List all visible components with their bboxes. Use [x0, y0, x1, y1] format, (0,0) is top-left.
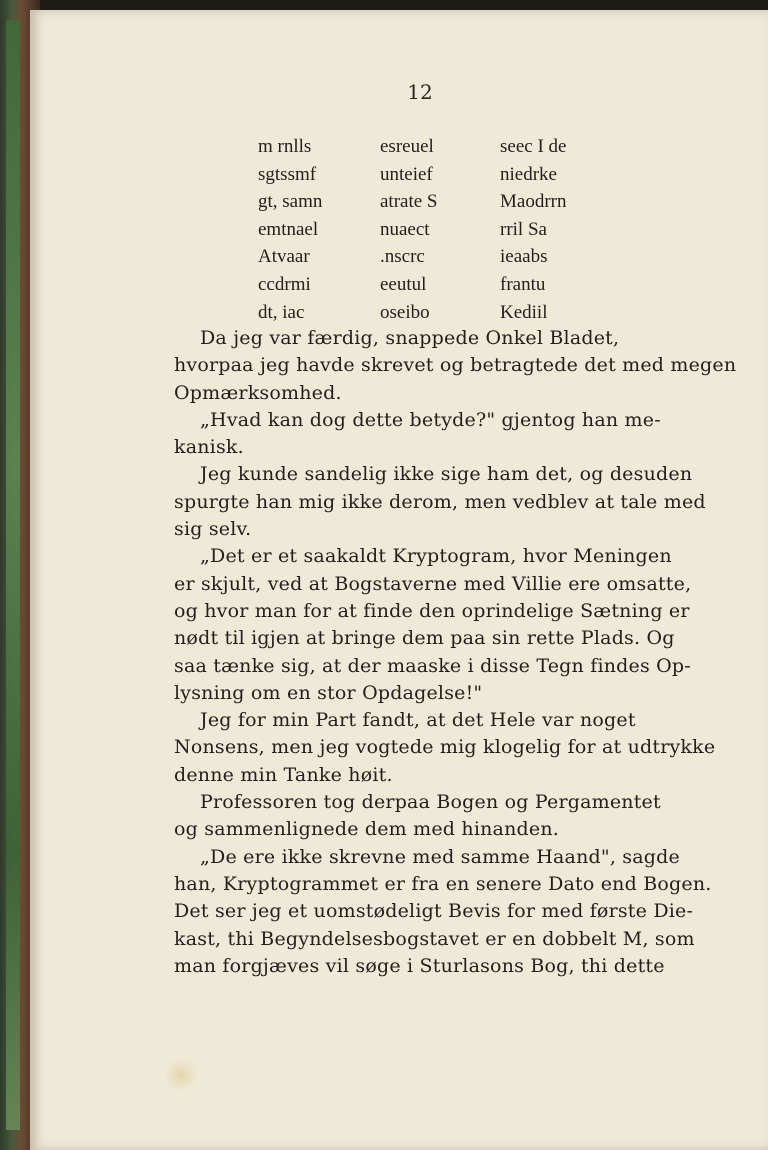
paragraph [174, 707, 716, 789]
cryptogram-row [258, 188, 618, 216]
cryptogram-cell: rril Sa [500, 218, 547, 240]
cryptogram-row [258, 299, 618, 327]
cryptogram-cell: Atvaar [258, 246, 310, 268]
paragraph [174, 407, 668, 462]
cryptogram-cell: ccdrmi [258, 273, 311, 295]
cryptogram-cell: frantu [500, 273, 546, 295]
cryptogram-row [258, 161, 618, 189]
cryptogram-cell: unteief [380, 163, 433, 185]
text-line: lysning om en stor Opdagelse!" [174, 681, 483, 704]
text-line: man forgjæves vil søge i Sturlasons Bog, thi dette [174, 954, 665, 977]
text-line: sig selv. [174, 518, 252, 541]
cryptogram-table [258, 133, 618, 326]
cryptogram-cell: esreuel [380, 136, 434, 157]
paper-stain [162, 1060, 200, 1090]
cryptogram-cell: oseibo [380, 301, 430, 323]
cryptogram-cell: sgtssmf [258, 163, 317, 185]
text-line: nødt til igjen at bringe dem paa sin rette Plads. Og [174, 627, 675, 650]
cryptogram-cell: m rnlls [258, 136, 312, 157]
cryptogram-row [258, 216, 618, 244]
cryptogram-cell: gt, samn [258, 191, 323, 213]
text-line: Jeg kunde sandelig ikke sige ham det, og desuden [200, 463, 693, 486]
text-line: „Det er et saakaldt Kryptogram, hvor Meningen [200, 545, 672, 568]
binding-cloth [6, 20, 20, 1130]
text-line: Opmærksomhed. [174, 381, 342, 404]
paragraph [174, 325, 737, 407]
text-line: hvorpaa jeg havde skrevet og betragtede det med megen [174, 354, 737, 377]
text-line: kanisk. [174, 436, 244, 459]
cryptogram-cell: seec I de [500, 136, 567, 157]
text-line: og hvor man for at finde den oprindelige Sætning er [174, 599, 690, 622]
cryptogram-cell: niedrke [500, 163, 557, 185]
text-line: denne min Tanke høit. [174, 763, 393, 786]
text-line: er skjult, ved at Bogstaverne med Villie ere omsatte, [174, 572, 692, 595]
text-line: saa tænke sig, at der maaske i disse Tegn findes Op- [174, 654, 691, 677]
text-line: Det ser jeg et uomstødeligt Bevis for med første Die- [174, 900, 694, 923]
text-line: han, Kryptogrammet er fra en senere Dato end Bogen. [174, 872, 712, 895]
text-line: kast, thi Begyndelsesbogstavet er en dobbelt M, som [174, 927, 695, 950]
text-line: „De ere ikke skrevne med samme Haand", sagde [200, 845, 680, 868]
text-line: Da jeg var færdig, snappede Onkel Bladet, [200, 327, 620, 349]
text-line: og sammenlignede dem med hinanden. [174, 818, 560, 841]
cryptogram-cell: atrate S [380, 191, 438, 213]
paragraph [174, 461, 706, 543]
cryptogram-cell: .nscrc [380, 246, 425, 268]
paragraph [174, 844, 712, 980]
cryptogram-row [258, 133, 618, 161]
cryptogram-cell: eeutul [380, 273, 427, 295]
body-text [174, 325, 737, 980]
page-number: 12 [407, 80, 433, 104]
text-line: Jeg for min Part fandt, at det Hele var noget [200, 709, 636, 732]
paragraph [174, 789, 668, 844]
paragraph [174, 543, 692, 707]
cryptogram-cell: ieaabs [500, 246, 548, 268]
cryptogram-row [258, 271, 618, 299]
text-line: spurgte han mig ikke derom, men vedblev at tale med [174, 490, 706, 513]
cryptogram-cell: Kediil [500, 301, 548, 323]
text-line: Nonsens, men jeg vogtede mig klogelig for at udtrykke [174, 736, 716, 759]
cryptogram-cell: emtnael [258, 218, 319, 240]
text-line: „Hvad kan dog dette betyde?" gjentog han me- [200, 408, 661, 431]
cryptogram-row [258, 243, 618, 271]
cryptogram-cell: dt, iac [258, 301, 305, 323]
text-line: Professoren tog derpaa Bogen og Pergamentet [200, 791, 661, 814]
cryptogram-cell: Maodrrn [500, 191, 567, 213]
cryptogram-cell: nuaect [380, 218, 430, 240]
